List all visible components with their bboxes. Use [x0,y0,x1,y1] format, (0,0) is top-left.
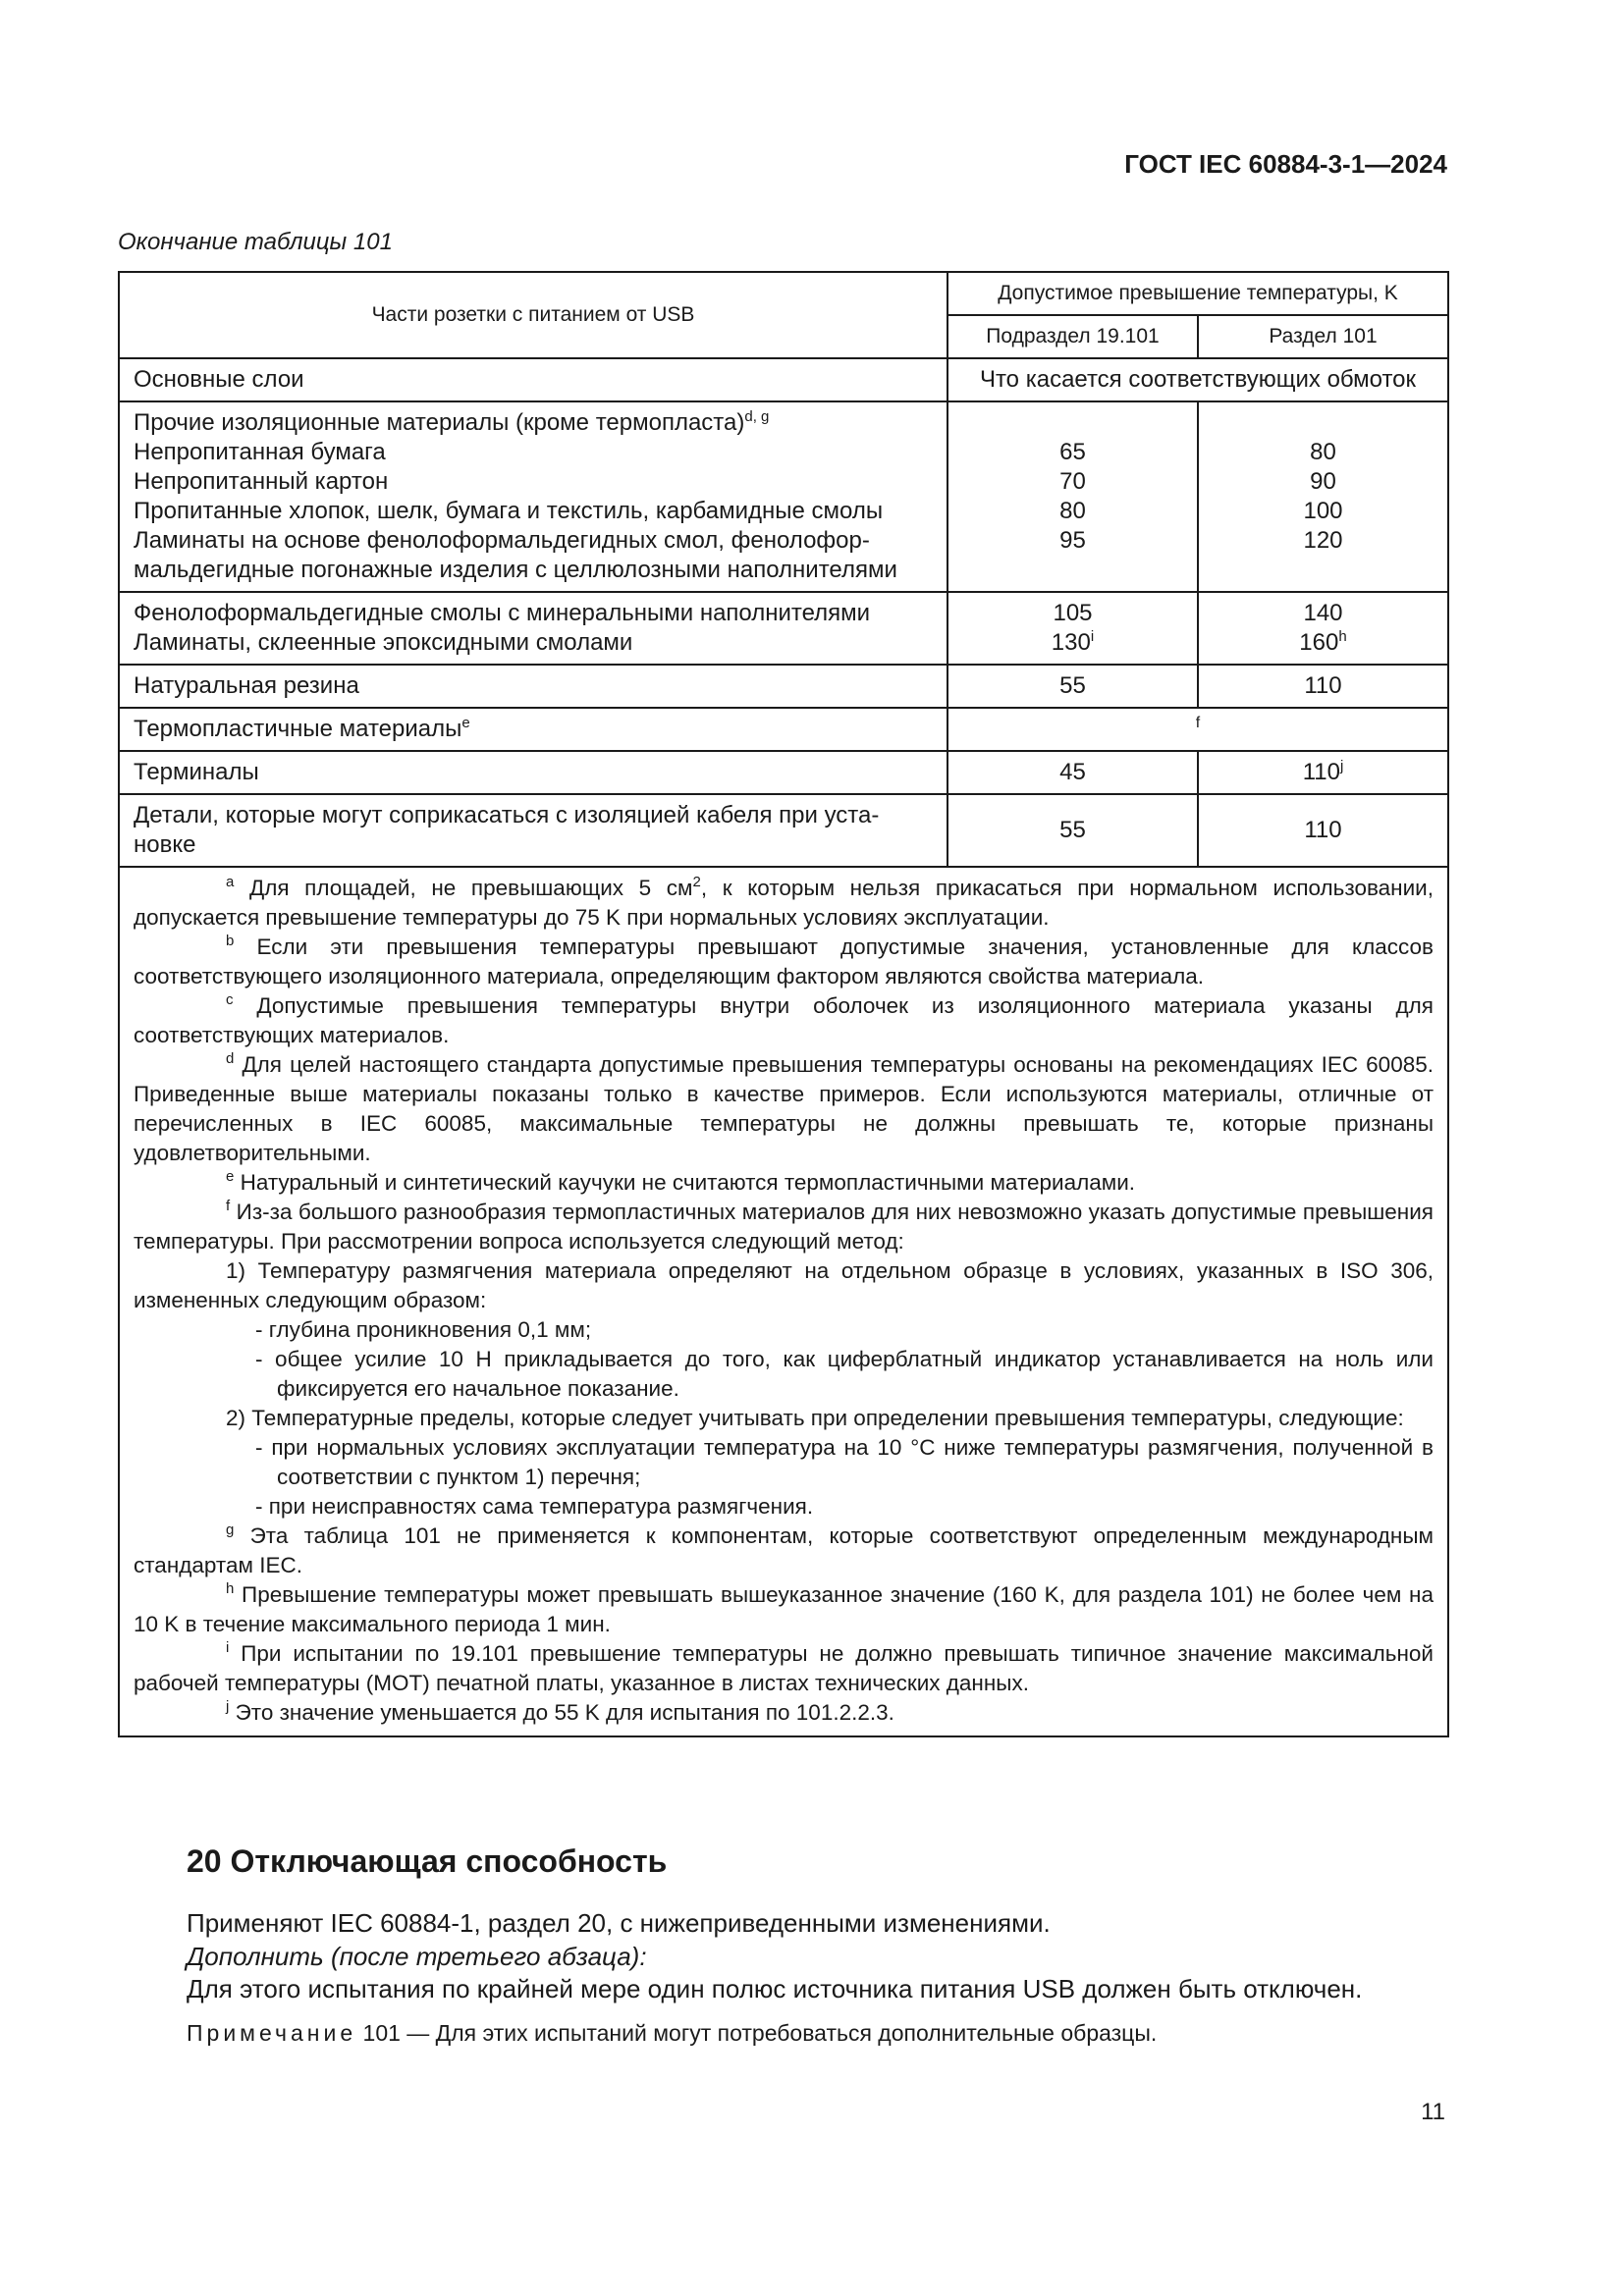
table-row [119,794,1448,867]
value-cell: 55 [947,794,1198,867]
row-line: Ламинаты на основе фенолоформальдегидных смол, фенолофор- [134,527,870,554]
value: 140 [1303,600,1343,626]
table-row [119,401,1448,592]
value: 80 [1310,439,1336,465]
footnote-f-item-1: 1) Температуру размягчения материала определяют на отдельном образце в условиях, указанных в ISO 306, измененных следующим образом: [134,1258,1434,1312]
footnote-ref: i [1090,628,1095,645]
row-line: новке [134,831,196,858]
value: 65 [1059,439,1086,465]
table-footnotes [119,867,1448,1736]
value: 130 [1051,629,1091,656]
value-cell [1198,592,1448,665]
footnote-e: $^e$ Натуральный и синтетический каучуки не считаются термопластичными материалами. [226,1168,1136,1195]
row-label [119,794,947,867]
column-header-section: Раздел 101 [1198,315,1448,358]
row-title: Прочие изоляционные материалы (кроме термопласта) [134,409,745,436]
footnote-j: $^j$ Это значение уменьшается до 55 K для испытания по 101.2.2.3. [226,1698,894,1725]
table-row [119,358,1448,401]
footnote-f-item-2-dash-2: - при неисправностях сама температура размягчения. [255,1494,814,1519]
value: 80 [1059,498,1086,524]
row-line: Фенолоформальдегидные смолы с минеральными наполнителями [134,600,871,626]
section-note [187,2020,1157,2047]
value: 160 [1299,629,1339,656]
section-paragraph: Для этого испытания по крайней мере один полюс источника питания USB должен быть отключен. [187,1974,1363,2003]
footnote-f: $^f$ Из-за большого разнообразия термопластичных материалов для них невозможно указать допустимые превышения температуры. При рассмотрении вопроса используется следующий метод: [134,1198,1434,1254]
value: 70 [1059,468,1086,495]
footnote-i: $^i$ При испытании по 19.101 превышение температуры не должно превышать типичное значение максимальной рабочей температуры (МОТ) печатной платы, указанное в листах технических данных. [134,1639,1434,1695]
table-row [119,708,1448,751]
row-label [119,708,947,751]
row-label [119,592,947,665]
value: 110 [1302,759,1340,785]
row-line: Пропитанные хлопок, шелк, бумага и текстиль, карбамидные смолы [134,498,884,524]
column-header-subsection: Подраздел 19.101 [947,315,1198,358]
value: 105 [1053,600,1093,626]
row-label: Терминалы [119,751,947,794]
document-id: ГОСТ IEC 60884-3-1—2024 [1124,149,1447,179]
value-cell: 110 [1198,794,1448,867]
section-instruction: Дополнить (после третьего абзаца): [187,1942,647,1971]
footnote-f-item-2: 2) Температурные пределы, которые следует учитывать при определении превышения температуры, следующие: [226,1406,1404,1430]
row-line: Детали, которые могут соприкасаться с изоляцией кабеля при уста- [134,802,880,828]
value-cell: 55 [947,665,1198,708]
table-header-row [119,272,1448,315]
footnote-f-item-1-dash-2: - общее усилие 10 Н прикладывается до того, как циферблатный индикатор устанавливается на ноль или фиксируется его начальное показание. [255,1347,1434,1401]
row-label [119,401,947,592]
value-cell [947,401,1198,592]
temperature-rise-table [118,271,1449,1737]
value-cell: 110 [1198,665,1448,708]
page-number: 11 [1421,2099,1445,2125]
row-title: Термопластичные материалы [134,716,462,742]
row-label: Основные слои [119,358,947,401]
value-cell [947,592,1198,665]
value: 120 [1303,527,1343,554]
row-line: Ламинаты, склеенные эпоксидными смолами [134,629,633,656]
note-text: 101 — Для этих испытаний могут потребоваться дополнительные образцы. [356,2020,1158,2046]
table-row [119,592,1448,665]
table-row [119,665,1448,708]
value-cell: 45 [947,751,1198,794]
footnote-ref: d, g [744,408,770,425]
footnote-ref: e [461,715,470,731]
footnote-h: $^h$ Превышение температуры может превышать вышеуказанное значение (160 K, для раздела 101) не более чем на 10 K в течение максимального периода 1 мин. [134,1580,1434,1636]
value: 100 [1303,498,1343,524]
footnote-a: $^a$ Для площадей, не превышающих 5 $см^2$, к которым нельзя прикасаться при нормальном использовании, допускается превышение температуры до 75 K при нормальных условиях эксплуатации. [134,874,1434,930]
footnote-b: $^b$ Если эти превышения температуры превышают допустимые значения, установленные для классов соответствующего изоляционного материала, определяющим фактором являются свойства материала. [134,933,1434,988]
row-line: Непропитанный картон [134,468,389,495]
value: 95 [1059,527,1086,554]
merged-cell: f [947,708,1448,751]
footnotes-row [119,867,1448,1736]
section-heading: 20 Отключающая способность [187,1843,668,1879]
footnote-d: $^d$ Для целей настоящего стандарта допустимые превышения температуры основаны на рекомендациях IEC 60085. Приведенные выше материалы показаны только в качестве примеров. Если используются материалы, отличные от перечисленных в IEC 60085, максимальные температуры не должны превышать те, которые признаны удовлетворительными. [134,1050,1434,1165]
value-cell [1198,401,1448,592]
footnote-c: $^c$ Допустимые превышения температуры внутри оболочек из изоляционного материала указаны для соответствующих материалов. [134,991,1434,1047]
footnote-f-item-1-dash-1: - глубина проникновения 0,1 мм; [255,1317,592,1342]
table-caption: Окончание таблицы 101 [118,229,393,255]
value: 90 [1310,468,1336,495]
column-header-group: Допустимое превышение температуры, K [947,272,1448,315]
column-header-parts: Части розетки с питанием от USB [119,272,947,358]
footnote-ref: j [1339,758,1344,774]
row-line: мальдегидные погонажные изделия с целлюлозными наполнителями [134,557,897,583]
footnote-g: $^g$ Эта таблица 101 не применяется к компонентам, которые соответствуют определенным международным стандартам IEC. [134,1522,1434,1577]
table-row [119,751,1448,794]
footnote-ref: h [1338,628,1347,645]
row-label: Натуральная резина [119,665,947,708]
section-paragraph: Применяют IEC 60884-1, раздел 20, с нижеприведенными изменениями. [187,1908,1051,1938]
footnote-f-item-2-dash-1: - при нормальных условиях эксплуатации температура на 10 °C ниже температуры размягчения, полученной в соответствии с пунктом 1) перечня; [255,1435,1434,1489]
note-label: Примечание [187,2020,357,2046]
row-line: Непропитанная бумага [134,439,386,465]
value-cell [1198,751,1448,794]
merged-cell: Что касается соответствующих обмоток [947,358,1448,401]
